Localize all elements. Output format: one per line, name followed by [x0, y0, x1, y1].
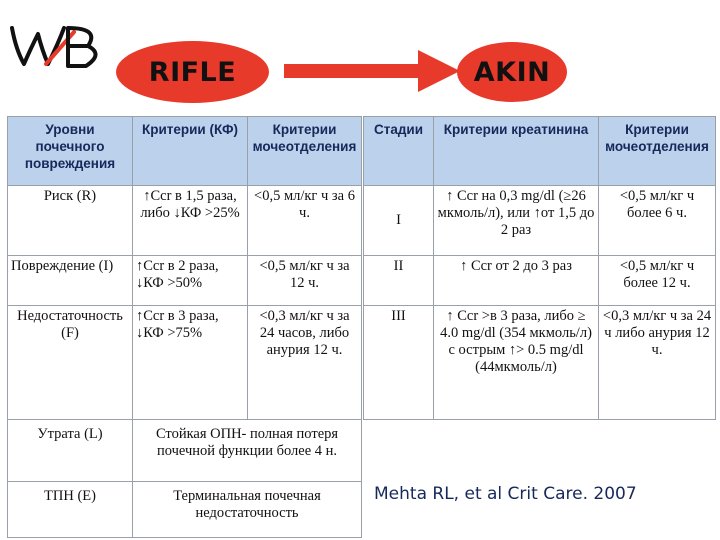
- stage-cell: I: [364, 186, 434, 256]
- kf-urine-cell: Стойкая ОПН- полная потеря почечной функции более 4 н.: [133, 420, 362, 482]
- stage-cell: II: [364, 256, 434, 306]
- rifle-table: [7, 116, 362, 538]
- table-row: [8, 306, 362, 420]
- urine-cell: <0,5 мл/кг ч более 6 ч.: [599, 186, 716, 256]
- level-cell: Повреждение (I): [8, 256, 133, 306]
- header-kf: Критерии (КФ): [133, 117, 248, 186]
- header-urine: Критерии мочеотделения: [599, 117, 716, 186]
- kf-urine-cell: Терминальная почечная недостаточность: [133, 482, 362, 538]
- creatinine-cell: ↑ Ccr на 0,3 mg/dl (≥26 мкмоль/л), или ↑от 1,5 до 2 раз: [434, 186, 599, 256]
- header-stage: Стадии: [364, 117, 434, 186]
- table-row: [8, 420, 362, 482]
- akin-table: [363, 116, 716, 420]
- urine-cell: <0,5 мл/кг ч более 12 ч.: [599, 256, 716, 306]
- table-row: [364, 306, 716, 420]
- urine-cell: <0,3 мл/кг ч за 24 ч либо анурия 12 ч.: [599, 306, 716, 420]
- akin-label: AKIN: [473, 56, 551, 88]
- logo: [8, 20, 108, 72]
- kf-cell: ↑Ccr в 3 раза, ↓КФ >75%: [133, 306, 248, 420]
- rifle-header-row: [8, 117, 362, 186]
- kf-cell: ↑Ccr в 2 раза, ↓КФ >50%: [133, 256, 248, 306]
- kf-cell: ↑Ccr в 1,5 раза, либо ↓КФ >25%: [133, 186, 248, 256]
- table-row: [8, 482, 362, 538]
- level-cell: Утрата (L): [8, 420, 133, 482]
- header-creatinine: Критерии креатинина: [434, 117, 599, 186]
- akin-header-row: [364, 117, 716, 186]
- creatinine-cell: ↑ Ccr от 2 до 3 раз: [434, 256, 599, 306]
- header-urine: Критерии мочеотделения: [248, 117, 362, 186]
- table-row: [8, 186, 362, 256]
- header-level: Уровни почечного повреждения: [8, 117, 133, 186]
- level-cell: Недостаточность (F): [8, 306, 133, 420]
- creatinine-cell: ↑ Ccr >в 3 раза, либо ≥ 4.0 mg/dl (354 мкмоль/л) с острым ↑> 0.5 mg/dl (44мкмоль/л): [434, 306, 599, 420]
- urine-cell: <0,3 мл/кг ч за 24 часов, либо анурия 12 ч.: [248, 306, 362, 420]
- stage-cell: III: [364, 306, 434, 420]
- table-row: [364, 186, 716, 256]
- urine-cell: <0,5 мл/кг ч за 12 ч.: [248, 256, 362, 306]
- level-cell: ТПН (E): [8, 482, 133, 538]
- table-row: [8, 256, 362, 306]
- level-cell: Риск (R): [8, 186, 133, 256]
- table-row: [364, 256, 716, 306]
- right-arrow-icon: [284, 50, 460, 92]
- citation: Mehta RL, et al Crit Care. 2007: [374, 484, 637, 504]
- rifle-label: RIFLE: [148, 56, 237, 88]
- rifle-badge: [116, 41, 269, 103]
- akin-badge: [457, 42, 567, 102]
- urine-cell: <0,5 мл/кг ч за 6 ч.: [248, 186, 362, 256]
